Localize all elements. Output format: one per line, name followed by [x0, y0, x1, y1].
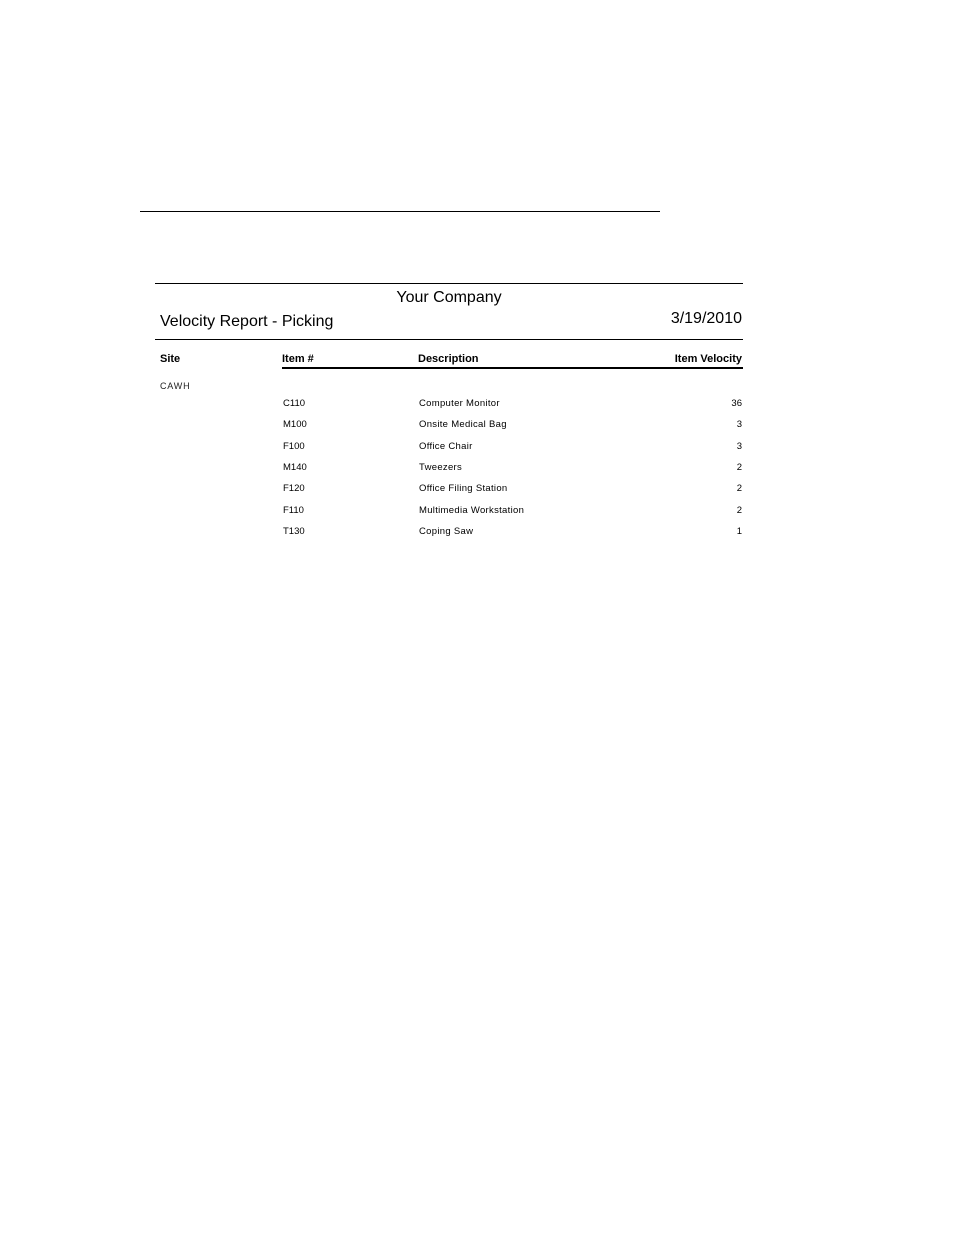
item-number: F100 — [283, 441, 305, 452]
item-description: Office Filing Station — [419, 483, 508, 494]
item-description: Computer Monitor — [419, 398, 500, 409]
item-number: M140 — [283, 462, 307, 473]
table-row — [0, 482, 954, 496]
table-row — [0, 504, 954, 518]
item-velocity: 36 — [731, 398, 742, 409]
item-number: F110 — [283, 505, 304, 516]
item-number: C110 — [283, 398, 306, 409]
item-velocity: 1 — [736, 526, 742, 537]
item-velocity: 2 — [736, 505, 742, 516]
table-row — [0, 525, 954, 539]
item-description: Onsite Medical Bag — [419, 419, 507, 430]
report-date: 3/19/2010 — [670, 310, 742, 327]
site-group-label: CAWH — [160, 381, 191, 391]
column-header-item: Item # — [282, 353, 314, 365]
item-velocity: 2 — [736, 462, 742, 473]
item-velocity: 3 — [736, 441, 742, 452]
column-header-site: Site — [160, 353, 181, 365]
table-row — [0, 397, 954, 411]
report-title: Velocity Report - Picking — [160, 313, 334, 330]
column-header-velocity: Item Velocity — [674, 353, 742, 365]
company-name: Your Company — [396, 289, 502, 306]
table-row — [0, 461, 954, 475]
column-header-description: Description — [418, 353, 479, 365]
item-number: F120 — [283, 483, 305, 494]
item-description: Coping Saw — [419, 526, 474, 537]
item-number: M100 — [283, 419, 307, 430]
item-description: Tweezers — [419, 462, 463, 473]
item-velocity: 2 — [736, 483, 742, 494]
item-description: Multimedia Workstation — [419, 505, 525, 516]
table-row — [0, 418, 954, 432]
table-row — [0, 440, 954, 454]
item-description: Office Chair — [419, 441, 473, 452]
item-velocity: 3 — [736, 419, 742, 430]
item-number: T130 — [283, 526, 305, 537]
